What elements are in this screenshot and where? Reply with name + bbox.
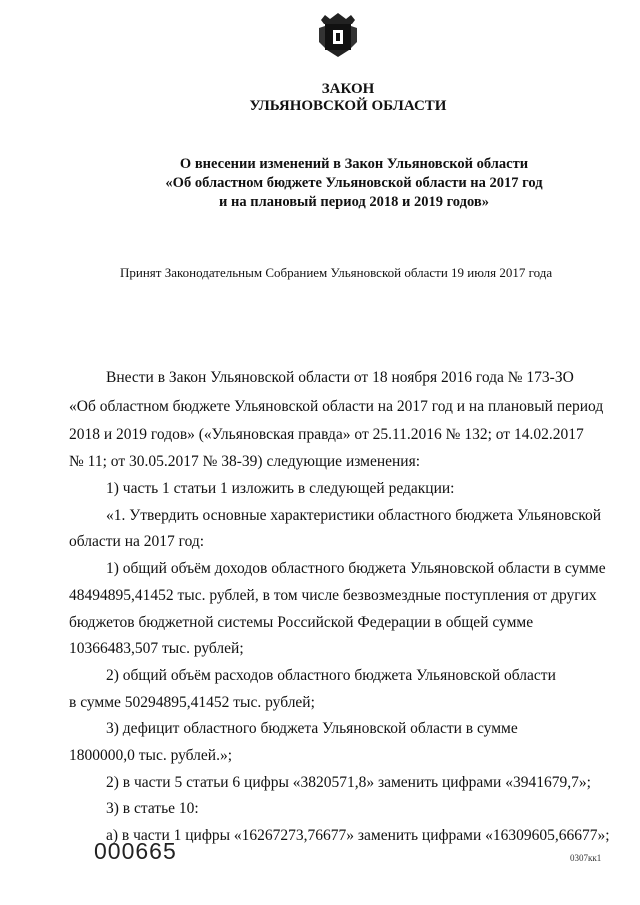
body-line: 1800000,0 тыс. рублей.»;	[69, 747, 232, 764]
body-line: 2) в части 5 статьи 6 цифры «3820571,8» заменить цифрами «3941679,7»;	[106, 774, 591, 791]
body-line: Внести в Закон Ульяновской области от 18 ноября 2016 года № 173-ЗО	[106, 369, 574, 386]
body-line: 3) дефицит областного бюджета Ульяновской области в сумме	[106, 720, 518, 737]
body-line: 48494895,41452 тыс. рублей, в том числе безвозмездные поступления от других	[69, 587, 597, 604]
law-subject-line: и на плановый период 2018 и 2019 годов»	[219, 194, 489, 210]
body-line: 2) общий объём расходов областного бюджета Ульяновской области	[106, 667, 556, 684]
law-title: ЗАКОН	[321, 81, 375, 97]
body-line: № 11; от 30.05.2017 № 38-39) следующие изменения:	[69, 453, 421, 470]
body-line: а) в части 1 цифры «16267273,76677» заменить цифрами «16309605,66677»;	[106, 827, 610, 844]
body-line: в сумме 50294895,41452 тыс. рублей;	[69, 694, 315, 711]
body-line: «1. Утвердить основные характеристики областного бюджета Ульяновской	[106, 507, 602, 524]
body-line: 10366483,507 тыс. рублей;	[69, 640, 244, 657]
law-subject-line: «Об областном бюджете Ульяновской области на 2017 год	[165, 175, 543, 191]
body-line: 3) в статье 10:	[106, 800, 199, 817]
body-line: «Об областном бюджете Ульяновской области на 2017 год и на плановый период	[69, 398, 604, 415]
body-line: области на 2017 год:	[69, 533, 205, 550]
document-code: 0307кк1	[570, 853, 602, 863]
document-number-stamp: 000665	[94, 838, 177, 864]
body-line: 1) общий объём доходов областного бюджета Ульяновской области в сумме	[106, 560, 606, 577]
ulyanovsk-coat-of-arms-icon	[317, 12, 359, 58]
body-line: 2018 и 2019 годов» («Ульяновская правда» от 25.11.2016 № 132; от 14.02.2017	[69, 426, 584, 443]
body-line: бюджетов бюджетной системы Российской Федерации в общей сумме	[69, 614, 534, 631]
law-subject-line: О внесении изменений в Закон Ульяновской области	[179, 156, 529, 172]
body-line: 1) часть 1 статьи 1 изложить в следующей редакции:	[106, 480, 455, 497]
adoption-note: Принят Законодательным Собранием Ульяновской области 19 июля 2017 года	[120, 265, 553, 280]
law-region: УЛЬЯНОВСКОЙ ОБЛАСТИ	[249, 98, 447, 114]
